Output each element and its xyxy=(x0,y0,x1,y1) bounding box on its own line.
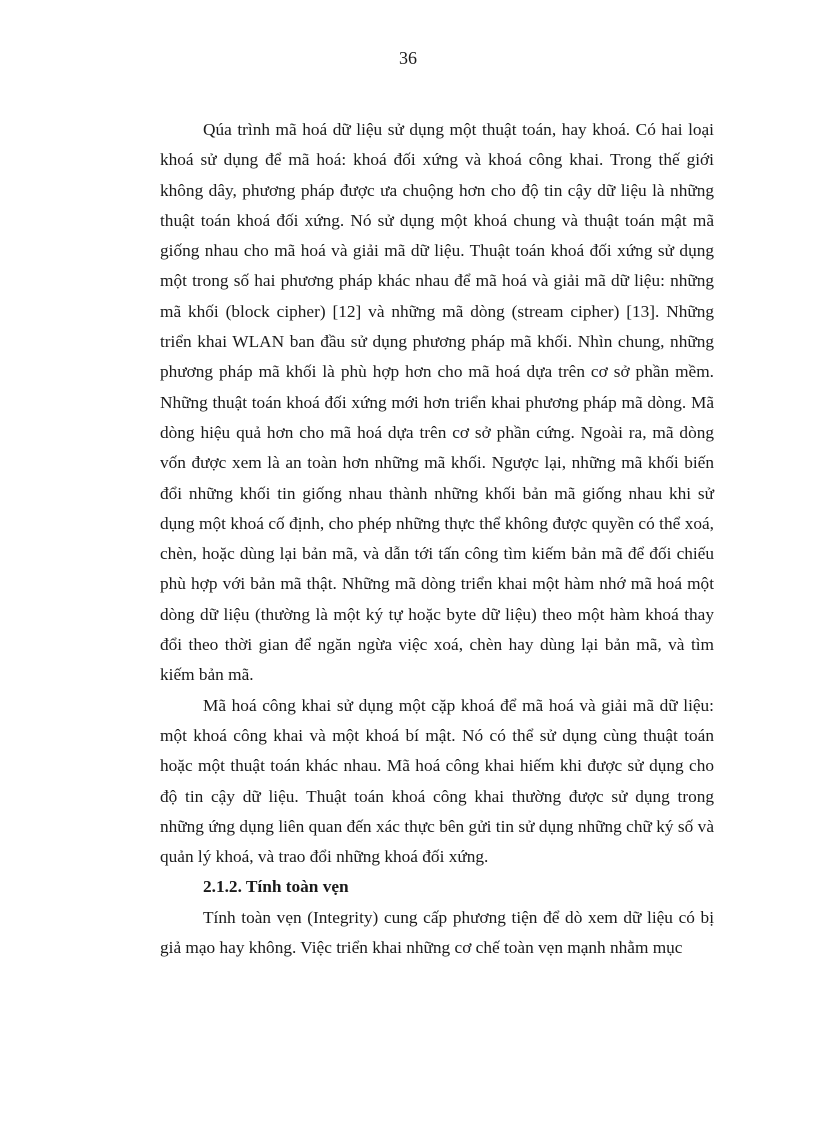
paragraph-public-key: Mã hoá công khai sử dụng một cặp khoá để mã hoá và giải mã dữ liệu: một khoá công khai và một khoá bí mật. Nó có thể sử dụng cùng thuật toán hoặc một thuật toán khác nhau. Mã hoá công khai hiếm khi được sử dụng cho độ tin cậy dữ liệu. Thuật toán khoá công khai thường được sử dụng trong những ứng dụng liên quan đến xác thực bên gửi tin sử dụng những chữ ký số và quản lý khoá, và trao đổi những khoá đối xứng. xyxy=(160,695,714,867)
section-heading: 2.1.2. Tính toàn vẹn xyxy=(203,877,349,897)
paragraph-integrity: Tính toàn vẹn (Integrity) cung cấp phương tiện để dò xem dữ liệu có bị giả mạo hay không. Việc triển khai những cơ chế toàn vẹn mạnh nhằm mục xyxy=(160,907,714,958)
page-body xyxy=(160,115,714,963)
page-number: 36 xyxy=(399,48,417,68)
paragraph-encryption-overview: Qúa trình mã hoá dữ liệu sử dụng một thuật toán, hay khoá. Có hai loại khoá sử dụng để mã hoá: khoá đối xứng và khoá công khai. Trong thế giới không dây, phương pháp được ưa chuộng hơn cho độ tin cậy dữ liệu là những thuật toán khoá đối xứng. Nó sử dụng một khoá chung và thuật toán mật mã giống nhau cho mã hoá và giải mã dữ liệu. Thuật toán khoá đối xứng sử dụng một trong số hai phương pháp khác nhau để mã hoá và giải mã dữ liệu: những mã khối (block cipher) [12] và những mã dòng (stream cipher) [13]. Những triển khai WLAN ban đầu sử dụng phương pháp mã khối. Nhìn chung, những phương pháp mã khối là phù hợp hơn cho mã hoá dựa trên cơ sở phần mềm. Những thuật toán khoá đối xứng mới hơn triển khai phương pháp mã dòng. Mã dòng hiệu quả hơn cho mã hoá dựa trên cơ sở phần cứng. Ngoài ra, mã dòng vốn được xem là an toàn hơn những mã khối. Ngược lại, những mã khối biến đổi những khối tin giống nhau thành những khối bản mã giống nhau khi sử dụng một khoá cố định, cho phép những thực thể không được quyền có thể xoá, chèn, hoặc dùng lại bản mã, và dẫn tới tấn công tìm kiếm bản mã để đối chiếu phù hợp với bản mã thật. Những mã dòng triển khai một hàm nhớ mã hoá một dòng dữ liệu (thường là một ký tự hoặc byte dữ liệu) theo một hàm khoá thay đổi theo thời gian để ngăn ngừa việc xoá, chèn hay dùng lại bản mã, và tìm kiếm bản mã. xyxy=(160,120,714,685)
